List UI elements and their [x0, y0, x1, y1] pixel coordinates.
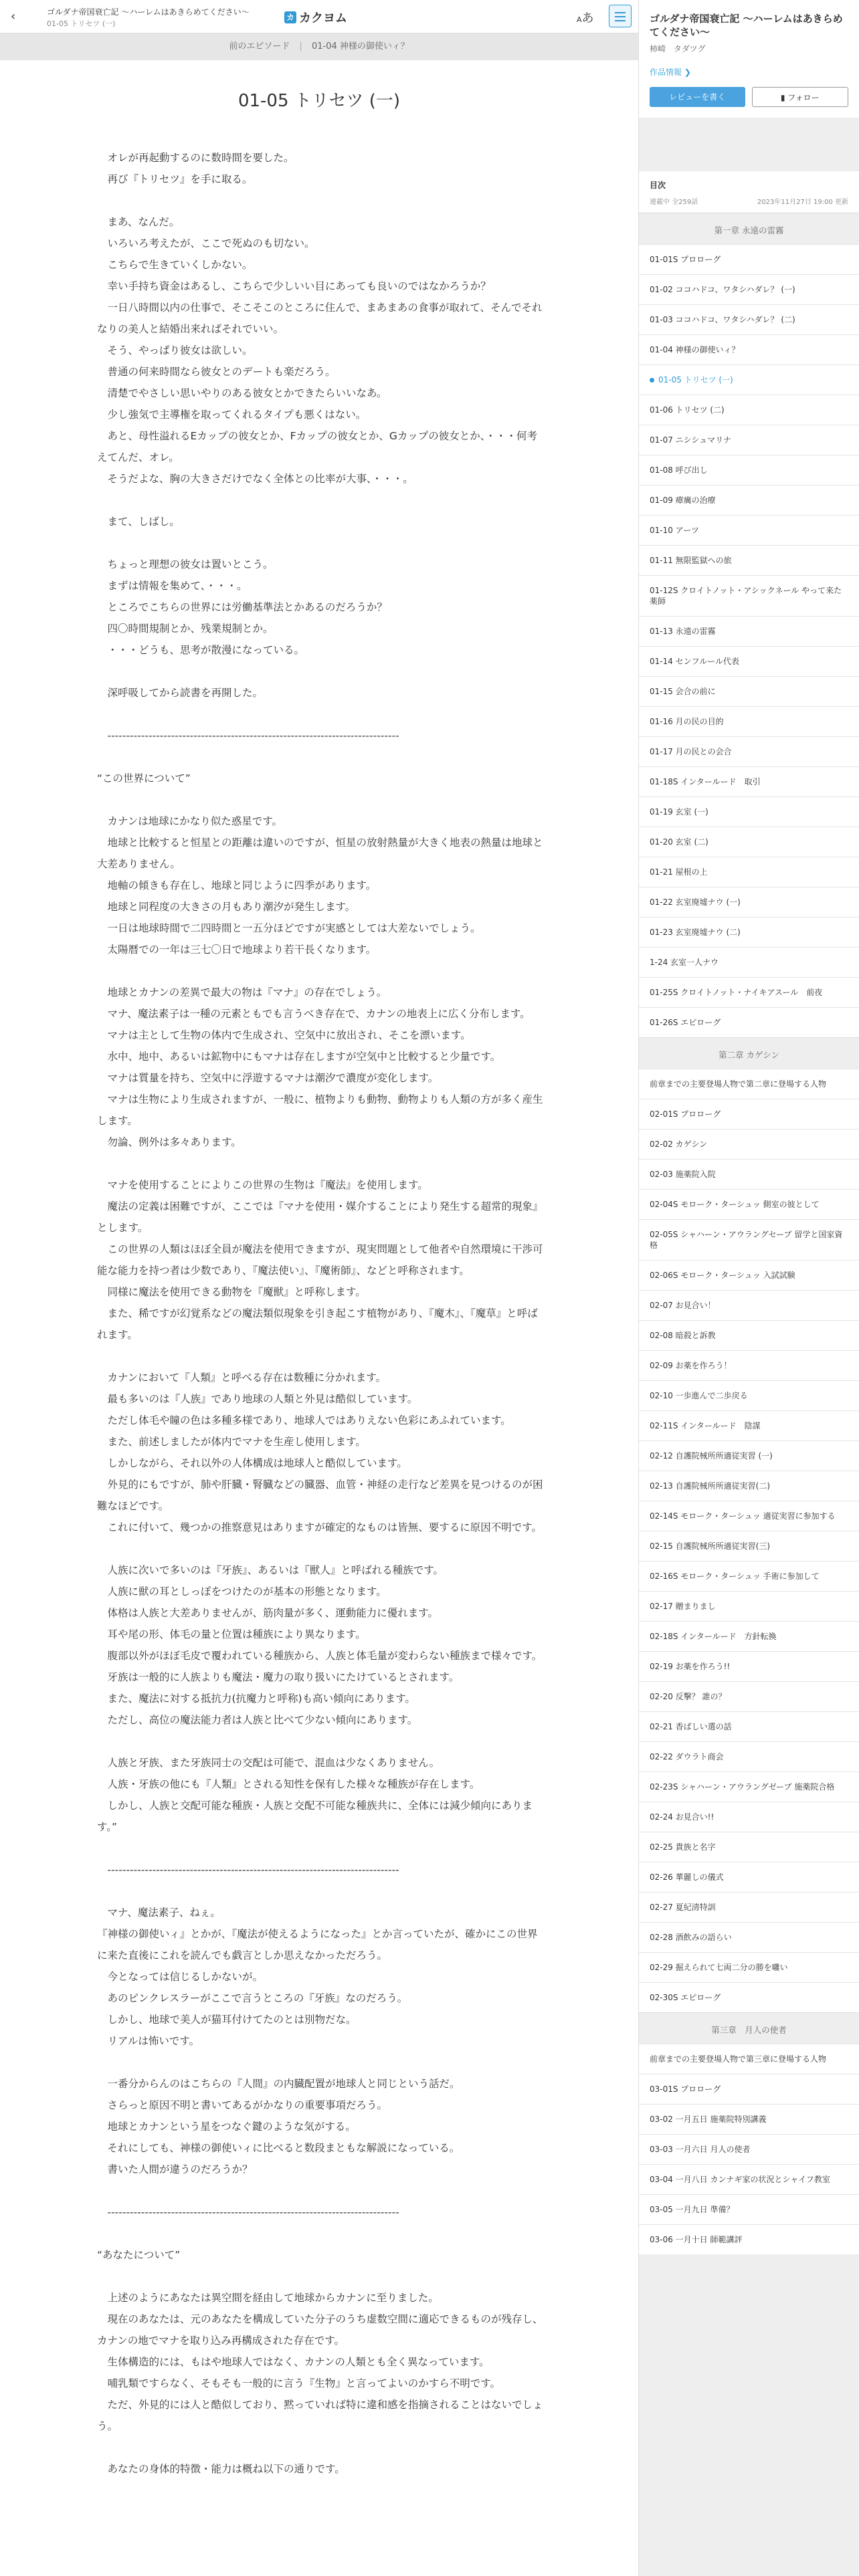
font-size-icon[interactable]: Aあ: [577, 11, 594, 25]
body-paragraph: 耳や尾の形、体毛の量と位置は種族により異なります。: [97, 1628, 366, 1640]
toc-episode-item[interactable]: [639, 2044, 859, 2074]
kakuyomu-logo[interactable]: [284, 9, 347, 26]
toc-episode-item[interactable]: [639, 706, 859, 736]
body-paragraph: この世界の人類はほぼ全員が魔法を使用できますが、現実問題として他者や自然環境に干渉可能な能力を持つ者は少数であり、『魔法使い』、『魔術師』、などと呼称されます。: [97, 1243, 543, 1277]
body-paragraph: 地軸の傾きも存在し、地球と同じように四季があります。: [97, 879, 377, 891]
toc-episode-label: 02-14S モローク・ターシュッ 適従実習に参加する: [650, 1511, 836, 1521]
toc-episode-item[interactable]: [639, 1260, 859, 1290]
toc-episode-item[interactable]: [639, 575, 859, 616]
toc-episode-item[interactable]: [639, 1561, 859, 1591]
toc-episode-item[interactable]: [639, 1591, 859, 1621]
episode-body: [97, 147, 545, 2480]
sidebar-author[interactable]: 柿崎 タダツグ: [650, 44, 706, 53]
toc-episode-item[interactable]: [639, 1802, 859, 1832]
toc-episode-label: 02-06S モローク・ターシュッ 入試試験: [650, 1271, 795, 1280]
toc-episode-item[interactable]: [639, 2164, 859, 2194]
body-paragraph: あと、母性溢れるEカップの彼女とか、Fカップの彼女とか、Gカップの彼女とか、・・・何考えてんだ、オレ。: [97, 430, 538, 463]
serial-status: 連載中 全259話: [650, 199, 698, 206]
toc-episode-label: 02-07 お見合い！: [650, 1301, 716, 1310]
toc-episode-label: 03-01S プロローグ: [650, 2084, 721, 2094]
toc-header: [639, 171, 859, 213]
updated-date: 2023年11月27日 19:00 更新: [757, 199, 848, 206]
toc-episode-item[interactable]: [639, 736, 859, 766]
toc-episode-label: 01-15 会合の前に: [650, 687, 716, 696]
toc-episode-item[interactable]: [639, 1651, 859, 1681]
toc-episode-label: 01-01S プロローグ: [650, 255, 721, 264]
toc-episode-label: 01-14 センフルール代表: [650, 657, 739, 666]
toc-episode-item[interactable]: [639, 857, 859, 887]
toc-episode-label: 03-05 一月九日 準備？: [650, 2205, 735, 2214]
toc-episode-label: 01-05 トリセツ (一): [658, 375, 733, 385]
body-paragraph: [97, 1881, 545, 1902]
body-paragraph: まて、しばし。: [97, 516, 180, 528]
toc-episode-label: 02-23S シャハーン・アウラングゼーブ 施薬院合格: [650, 1782, 835, 1792]
body-paragraph: 今となっては信じるしかないが。: [97, 1971, 264, 1983]
write-review-button[interactable]: レビューを書く: [650, 87, 745, 107]
logo-text: カクヨム: [299, 11, 347, 25]
body-paragraph: しかし、地球で美人が猫耳付けてたのとは別物だな。: [97, 2014, 357, 2026]
body-paragraph: 深呼吸してから読書を再開した。: [97, 687, 264, 699]
toc-episode-item[interactable]: [639, 1471, 859, 1501]
toc-episode-item[interactable]: [639, 977, 859, 1007]
body-paragraph: ------------------------------------------------------------------------------: [97, 1864, 399, 1876]
toc-episode-label: 02-15 自護院械所所適従実習(三): [650, 1541, 771, 1551]
body-paragraph: そう、やっぱり彼女は欲しい。: [97, 344, 253, 356]
body-paragraph: 清楚でやさしい思いやりのある彼女とかできたらいいなあ。: [97, 387, 387, 399]
body-paragraph: [97, 789, 545, 811]
toc-episode-label: 02-29 掘えられて七両二分の勝を囃い: [650, 1963, 788, 1972]
body-paragraph: こちらで生きていくしかない。: [97, 259, 253, 271]
toc-episode-label: 02-25 貴族と名字: [650, 1842, 716, 1852]
body-paragraph: そうだよな、胸の大きさだけでなく全体との比率が大事、・・・。: [97, 473, 413, 485]
body-paragraph: マナ、魔法素子、ねぇ。: [97, 1907, 221, 1919]
body-paragraph: 牙族は一般的に人族よりも魔法・魔力の取り扱いにたけているとされます。: [97, 1671, 460, 1683]
toc-episode-label: 前章までの主要登場人物で第二章に登場する人物: [650, 1079, 827, 1089]
body-paragraph: [97, 2437, 545, 2458]
body-paragraph: 人族に次いで多いのは『牙族』、あるいは『獣人』と呼ばれる種族です。: [97, 1564, 444, 1576]
toc-episode-item[interactable]: [639, 364, 859, 395]
body-paragraph: 地球と同程度の大きさの月もあり潮汐が発生します。: [97, 901, 356, 913]
body-paragraph: 勿論、例外は多々あります。: [97, 1136, 242, 1148]
toc-episode-item[interactable]: [639, 1922, 859, 1952]
toc-episode-item[interactable]: [639, 485, 859, 515]
body-paragraph: それにしても、神様の御使いィに比べると数段まともな解説になっている。: [97, 2142, 460, 2154]
toc-episode-label: 01-11 無限監獄への旅: [650, 556, 732, 565]
body-paragraph: ただ、外見的には人と酷似しており、黙っていれば特に違和感を指摘されることはないでしょう。: [97, 2399, 543, 2432]
episode-title: 01-05 トリセツ (一): [237, 91, 401, 111]
body-paragraph: [97, 746, 545, 768]
body-paragraph: 体格は人族と大差ありませんが、筋肉量が多く、運動能力に優れます。: [97, 1607, 438, 1619]
body-paragraph: 地球とカナンの差異で最大の物は『マナ』の存在でしょう。: [97, 986, 387, 998]
toc-episode-label: 02-09 お薬を作ろう！: [650, 1361, 732, 1370]
toc-episode-item[interactable]: [639, 1531, 859, 1561]
toc-chapter-title: 第二章 カゲシン: [639, 1037, 859, 1069]
toc-episode-label: 01-21 屋根の上: [650, 867, 708, 877]
toc-episode-label: 02-24 お見合い!!: [650, 1812, 714, 1822]
kakuyomu-logo-icon: カ: [284, 11, 296, 23]
body-paragraph: 書いた人間が違うのだろうか？: [97, 2163, 253, 2175]
body-paragraph: 地球と比較すると恒星との距離は違いのですが、恒星の放射熱量が大きく地表の熱量は地球と大差ありません。: [97, 837, 543, 870]
toc-episode-label: 01-22 玄室廃墟ナウ (一): [650, 897, 741, 907]
body-paragraph: ちょっと理想の彼女は置いとこう。: [97, 558, 274, 570]
toc-episode-item[interactable]: [639, 2074, 859, 2104]
body-paragraph: [97, 2223, 545, 2244]
body-paragraph: しかし、人族と交配可能な種族・人族と交配不可能な種族共に、全体には減少傾向にあります。”: [97, 1800, 533, 1833]
body-paragraph: 地球とカナンという星をつなぐ鍵のような気がする。: [97, 2121, 356, 2133]
body-paragraph: [97, 704, 545, 725]
toc-episode-item[interactable]: [639, 1440, 859, 1471]
toc-episode-label: 01-03 ココハドコ、ワタシハダレ？ (二): [650, 315, 795, 324]
toc-episode-item[interactable]: [639, 1219, 859, 1260]
body-paragraph: 人族と牙族、また牙族同士の交配は可能で、混血は少なくありません。: [97, 1757, 440, 1769]
sidebar-header: [639, 0, 859, 118]
sidebar: [638, 0, 859, 2576]
toc-episode-label: 01-17 月の民との会合: [650, 747, 732, 756]
body-paragraph: 一日八時間以内の仕事で、そこそこのところに住んで、まあまあの食事が取れて、そんでそれなりの美人と結婚出来ればそれでいい。: [97, 302, 543, 335]
toc-episode-item[interactable]: [639, 395, 859, 425]
body-paragraph: [97, 490, 545, 511]
body-paragraph: [97, 2180, 545, 2202]
toc-episode-item[interactable]: [639, 1129, 859, 1159]
toc-episode-item[interactable]: [639, 947, 859, 977]
toc-episode-label: 01-08 呼び出し: [650, 465, 708, 475]
toc-episode-label: 02-17 贈まりまし: [650, 1602, 716, 1611]
toc-episode-item[interactable]: [639, 2104, 859, 2134]
episode-main: [0, 60, 638, 2576]
body-paragraph: “この世界について”: [97, 772, 191, 784]
toc-episode-item[interactable]: [639, 887, 859, 917]
toc-episode-label: 03-02 一月五日 施薬院特別講義: [650, 2115, 767, 2124]
toc-episode-item[interactable]: [639, 244, 859, 274]
body-paragraph: また、稀ですが幻覚系などの魔法類似現象を引き起こす植物があり、『魔木』、『魔草』と呼ばれます。: [97, 1307, 538, 1341]
toc-episode-item[interactable]: [639, 274, 859, 304]
body-paragraph: 最も多いのは『人族』であり地球の人類と外見は酷似しています。: [97, 1393, 418, 1405]
toc-episode-item[interactable]: [639, 455, 859, 485]
body-paragraph: [97, 1731, 545, 1752]
toc-episode-label: 01-09 瘴癘の治療: [650, 496, 716, 505]
toc-episode-label: 01-25S クロイトノット・ナイキアスール 前夜: [650, 988, 823, 997]
toc-episode-label: 01-19 玄室 (一): [650, 807, 708, 817]
body-paragraph: 少し強気で主導権を取ってくれるタイプも悪くはない。: [97, 409, 367, 421]
toc-episode-label: 01-04 神様の御使いィ？: [650, 345, 740, 354]
toc-episode-item[interactable]: [639, 515, 859, 545]
toc-list: [639, 213, 859, 2254]
body-paragraph: カナンにおいて『人類』と呼べる存在は数種に分かれます。: [97, 1372, 386, 1384]
body-paragraph: ただし、高位の魔法能力者は人族と比べて少ない傾向にあります。: [97, 1714, 418, 1726]
toc-menu-icon[interactable]: [609, 5, 632, 27]
toc-episode-item[interactable]: [639, 1711, 859, 1741]
top-bar: [0, 0, 638, 33]
body-paragraph: 一日は地球時間で二四時間と一五分ほどですが実感としては大差ないでしょう。: [97, 922, 481, 934]
body-paragraph: まあ、なんだ。: [97, 216, 180, 228]
toc-episode-item[interactable]: [639, 1159, 859, 1189]
toc-episode-item[interactable]: [639, 2134, 859, 2164]
sidebar-work-title[interactable]: ゴルダナ帝国衰亡記 〜ハーレムはあきらめてください〜: [650, 13, 843, 38]
toc-episode-label: 01-26S エピローグ: [650, 1018, 721, 1027]
toc-episode-item[interactable]: [639, 425, 859, 455]
body-paragraph: マナを使用することによりこの世界の生物は『魔法』を使用します。: [97, 1179, 428, 1191]
toc-episode-item[interactable]: [639, 1952, 859, 1982]
toc-episode-item[interactable]: [639, 646, 859, 676]
toc-episode-label: 01-18S インタールード 取引: [650, 777, 761, 786]
toc-episode-label: 01-13 永遠の雷霧: [650, 627, 716, 636]
body-paragraph: 腹部以外がほぼ毛皮で覆われている種族から、人族と体毛量が変わらない種族まで様々です。: [97, 1650, 543, 1662]
toc-episode-label: 02-18S インタールード 方針転換: [650, 1632, 777, 1641]
body-paragraph: 太陽暦での一年は三七〇日で地球より若干長くなります。: [97, 944, 377, 956]
toc-episode-label: 01-07 ニシシュマリナ: [650, 435, 731, 445]
toc-episode-label: 02-13 自護院械所所適従実習(二): [650, 1481, 771, 1491]
follow-button[interactable]: ▮ フォロー: [752, 87, 849, 107]
body-paragraph: オレが再起動するのに数時間を要した。: [97, 152, 294, 164]
current-episode-dot-icon: [650, 378, 654, 383]
body-paragraph: [97, 1538, 545, 1560]
toc-episode-label: 02-20 反撃？ 誰の？: [650, 1692, 727, 1701]
toc-chapter-title: 第一章 永遠の雷霧: [639, 213, 859, 244]
toc-episode-item[interactable]: [639, 545, 859, 575]
body-paragraph: 生体構造的には、もはや地球人ではなく、カナンの人類とも全く異なっています。: [97, 2356, 490, 2368]
prev-episode-link[interactable]: 前のエピソード: [229, 41, 290, 51]
toc-episode-item[interactable]: [639, 2224, 859, 2254]
toc-episode-label: 02-27 夏紀清特訓: [650, 1903, 716, 1912]
toc-episode-label: 01-16 月の民の目的: [650, 717, 724, 726]
body-paragraph: ただし体毛や瞳の色は多種多様であり、地球人ではありえない色彩にあふれています。: [97, 1414, 511, 1426]
toc-episode-item[interactable]: [639, 1410, 859, 1440]
episode-subtitle: 01-05 トリセツ (一): [47, 19, 116, 28]
toc-episode-item[interactable]: [639, 1982, 859, 2012]
toc-episode-item[interactable]: [639, 1069, 859, 1099]
toc-episode-label: 02-04S モローク・ターシュッ 側室の彼として: [650, 1200, 820, 1209]
body-paragraph: さらっと原因不明と書いてあるがかなりの重要事項だろう。: [97, 2099, 388, 2111]
toc-episode-label: 01-23 玄室廃墟ナウ (二): [650, 928, 741, 937]
toc-episode-label: 02-30S エピローグ: [650, 1993, 721, 2002]
body-paragraph: [97, 2266, 545, 2287]
toc-episode-item[interactable]: [639, 1681, 859, 1711]
body-paragraph: 一番分からんのはこちらの『人間』の内臓配置が地球人と同じという話だ。: [97, 2078, 460, 2090]
body-paragraph: リアルは怖いです。: [97, 2035, 200, 2047]
toc-episode-item[interactable]: [639, 1007, 859, 1037]
toc-episode-item[interactable]: [639, 766, 859, 796]
toc-episode-item[interactable]: [639, 1501, 859, 1531]
toc-episode-item[interactable]: [639, 334, 859, 364]
body-paragraph: ところでこちらの世界には労働基準法とかあるのだろうか？: [97, 601, 387, 613]
body-paragraph: いろいろ考えたが、ここで死ぬのも切ない。: [97, 237, 315, 249]
toc-episode-item[interactable]: [639, 1290, 859, 1320]
body-paragraph: [97, 1346, 545, 1367]
body-paragraph: 普通の何来時間なら彼女とのデートも楽だろう。: [97, 366, 336, 378]
body-paragraph: 外見的にもですが、肺や肝臓・腎臓などの臓器、血管・神経の走行など差異を見つけるのが困難なほどです。: [97, 1479, 543, 1512]
toc-episode-item[interactable]: [639, 304, 859, 334]
body-paragraph: 再び『トリセツ』を手に取る。: [97, 173, 253, 185]
body-paragraph: カナンは地球にかなり似た惑星です。: [97, 815, 282, 827]
body-paragraph: マナ、魔法素子は一種の元素ともでも言うべき存在で、カナンの地表上に広く分布します。: [97, 1008, 531, 1020]
body-paragraph: 水中、地中、あるいは鉱物中にもマナは存在しますが空気中と比較すると少量です。: [97, 1051, 501, 1063]
toc-episode-label: 02-02 カゲシン: [650, 1140, 708, 1149]
body-paragraph: 幸い手持ち資金はあるし、こちらで少しいい目にあっても良いのではなかろうか？: [97, 280, 491, 292]
toc-episode-item[interactable]: [639, 1320, 859, 1350]
breadcrumb: [0, 33, 638, 60]
body-paragraph: ------------------------------------------------------------------------------: [97, 730, 399, 742]
body-paragraph: [97, 532, 545, 554]
breadcrumb-current[interactable]: 01-04 神様の御使いィ？: [312, 41, 409, 51]
body-paragraph: マナは質量を持ち、空気中に浮遊するマナは潮汐で濃度が変化します。: [97, 1072, 439, 1084]
toc-episode-label: 02-22 ダウラト商会: [650, 1752, 724, 1761]
body-paragraph: 人族に獣の耳としっぽをつけたのが基本の形態となります。: [97, 1586, 387, 1598]
toc-episode-label: 1-24 玄室一人ナウ: [650, 958, 719, 967]
body-paragraph: 同様に魔法を使用できる動物を『魔獣』と呼称します。: [97, 1286, 366, 1298]
back-icon[interactable]: ‹: [11, 9, 16, 23]
body-paragraph: マナは生物により生成されますが、一般に、植物よりも動物、動物よりも人類の方が多く産生します。: [97, 1093, 543, 1127]
body-paragraph: [97, 1153, 545, 1174]
toc-episode-item[interactable]: [639, 2194, 859, 2224]
toc-chapter-title: 第三章 月人の使者: [639, 2012, 859, 2044]
body-paragraph: [97, 190, 545, 211]
toc-episode-label: 03-04 一月八日 カンナギ家の状況とシャイフ教室: [650, 2175, 830, 2184]
toc-episode-label: 02-11S インタールード 陰謀: [650, 1421, 761, 1430]
toc-episode-label: 03-03 一月六日 月人の使者: [650, 2145, 751, 2154]
toc-episode-item[interactable]: [639, 616, 859, 646]
toc-episode-label: 01-20 玄室 (二): [650, 837, 708, 847]
body-paragraph: 人族・牙族の他にも『人類』とされる知性を保有した様々な種族が存在します。: [97, 1778, 480, 1790]
body-paragraph: 『神様の御使いィ』とかが、『魔法が使えるようになった』とか言っていたが、確かにこの世界に来た直後にこれを読んでも戯言としか思えなかっただろう。: [97, 1928, 538, 1961]
toc-episode-label: 02-01S プロローグ: [650, 1109, 721, 1119]
toc-episode-item[interactable]: [639, 1621, 859, 1651]
toc-episode-item[interactable]: [639, 796, 859, 827]
body-paragraph: 魔法の定義は困難ですが、ここでは『マナを使用・媒介することにより発生する超常的現象』とします。: [97, 1200, 543, 1234]
body-paragraph: “あなたについて”: [97, 2249, 181, 2261]
body-paragraph: ・・・どうも、思考が散漫になっている。: [97, 644, 305, 656]
body-paragraph: あのピンクレスラーがここで言うところの『牙族』なのだろう。: [97, 1992, 408, 2004]
body-paragraph: あなたの身体的特徴・能力は概ね以下の通りです。: [97, 2463, 345, 2475]
toc-episode-item[interactable]: [639, 917, 859, 947]
toc-episode-label: 02-28 酒飲みの語らい: [650, 1933, 732, 1942]
toc-episode-label: 02-21 香ばしい選の話: [650, 1722, 732, 1731]
body-paragraph: 哺乳類ですらなく、そもそも一般的に言う『生物』と言ってよいのかすら不明です。: [97, 2377, 500, 2389]
toc-episode-item[interactable]: [639, 1380, 859, 1410]
toc-episode-item[interactable]: [639, 1862, 859, 1892]
body-paragraph: マナは主として生物の体内で生成され、空気中に放出され、そこを漂います。: [97, 1029, 471, 1041]
breadcrumb-separator-icon: |: [299, 41, 302, 51]
toc-episode-label: 01-02 ココハドコ、ワタシハダレ？ (一): [650, 285, 795, 294]
toc-episode-item[interactable]: [639, 1832, 859, 1862]
body-paragraph: また、前述しましたが体内でマナを生産し使用します。: [97, 1436, 366, 1448]
toc-episode-label: 02-08 暗殺と訴教: [650, 1331, 716, 1340]
toc-episode-label: 02-19 お薬を作ろう!!: [650, 1662, 731, 1671]
toc-label: 目次: [650, 181, 666, 190]
toc-episode-item[interactable]: [639, 827, 859, 857]
bookmark-plus-icon: ▮: [780, 93, 785, 102]
body-paragraph: [97, 661, 545, 682]
toc-episode-label: 02-05S シャハーン・アウラングセーブ 留学と国家資格: [650, 1230, 843, 1250]
body-paragraph: [97, 2052, 545, 2073]
toc-episode-label: 01-06 トリセツ (二): [650, 405, 725, 415]
body-paragraph: これに付いて、幾つかの推察意見はありますが確定的なものは皆無、要するに原因不明です。: [97, 1521, 542, 1533]
body-paragraph: まずは情報を集めて、・・・。: [97, 580, 248, 592]
body-paragraph: [97, 1838, 545, 1859]
toc-episode-label: 前章までの主要登場人物で第三章に登場する人物: [650, 2054, 827, 2064]
toc-episode-item[interactable]: [639, 1772, 859, 1802]
toc-episode-item[interactable]: [639, 1741, 859, 1772]
toc-episode-label: 01-10 アーツ: [650, 526, 699, 535]
toc-episode-item[interactable]: [639, 1892, 859, 1922]
toc-episode-item[interactable]: [639, 1189, 859, 1219]
body-paragraph: 現在のあなたは、元のあなたを構成していた分子のうち虚数空間に適応できるものが残存し、カナンの地でマナを取り込み再構成された存在です。: [97, 2313, 543, 2347]
toc-episode-label: 02-26 華麗しの儀式: [650, 1872, 724, 1882]
toc-episode-label: 03-06 一月十日 師範講評: [650, 2235, 743, 2244]
toc-episode-label: 02-10 一歩進んで二歩戻る: [650, 1391, 748, 1400]
body-paragraph: しかしながら、それ以外の人体構成は地球人と酷似しています。: [97, 1457, 407, 1469]
work-title-link[interactable]: ゴルダナ帝国衰亡記 〜ハーレムはあきらめてください〜: [47, 7, 250, 17]
body-paragraph: [97, 960, 545, 982]
toc-episode-label: 02-12 自護院械所所適従実習 (一): [650, 1451, 773, 1461]
toc-episode-label: 02-03 施薬院入院: [650, 1170, 716, 1179]
body-paragraph: 上述のようにあなたは異空間を経由して地球からカナンに至りました。: [97, 2292, 439, 2304]
body-paragraph: 四〇時間規制とか、残業規制とか。: [97, 623, 274, 635]
toc-episode-label: 01-12S クロイトノット・アシックネール やって来た薬師: [650, 586, 842, 606]
work-info-link[interactable]: 作品情報 ❯: [650, 68, 691, 77]
body-paragraph: また、魔法に対する抵抗力(抗魔力と呼称)も高い傾向にあります。: [97, 1693, 415, 1705]
toc-episode-item[interactable]: [639, 1350, 859, 1380]
toc-episode-label: 02-16S モローク・ターシュッ 手術に参加して: [650, 1572, 820, 1581]
toc-episode-item[interactable]: [639, 676, 859, 706]
body-paragraph: ------------------------------------------------------------------------------: [97, 2206, 399, 2218]
toc-episode-item[interactable]: [639, 1099, 859, 1129]
